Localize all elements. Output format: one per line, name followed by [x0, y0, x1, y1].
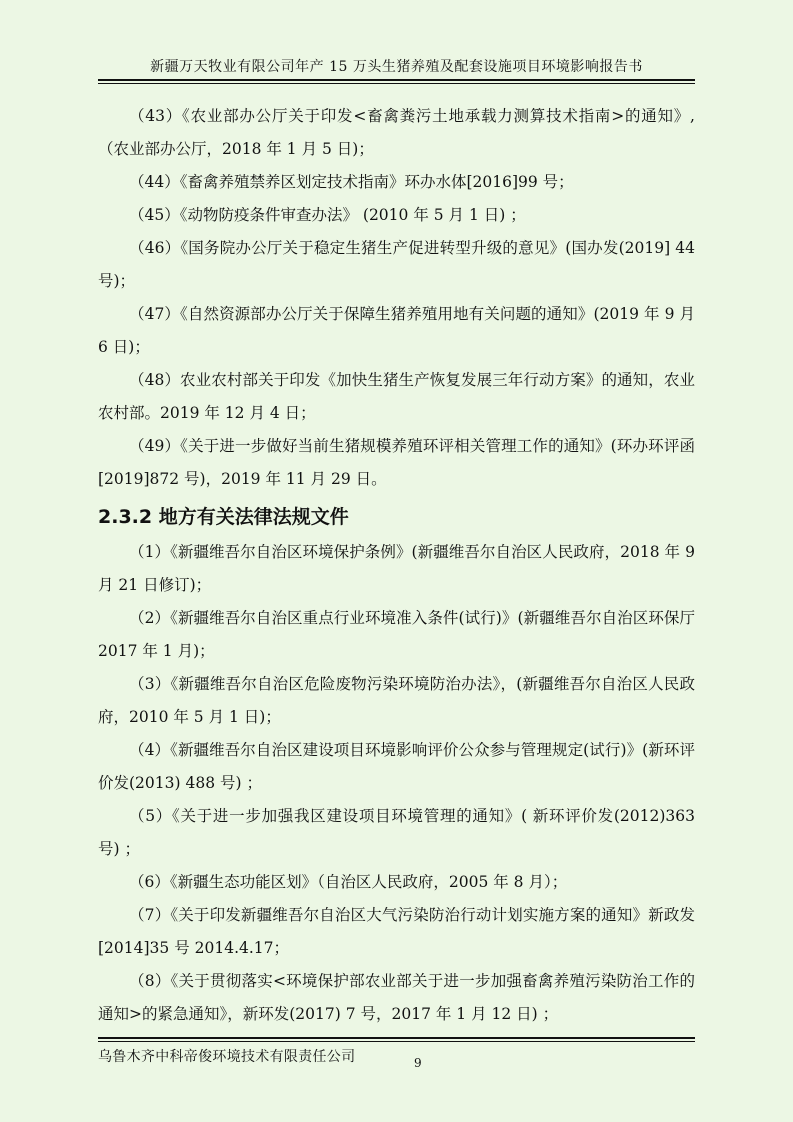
list-item: （5）《关于进一步加强我区建设项目环境管理的通知》( 新环评价发(2012)363 号) ；	[98, 807, 695, 858]
list-item: （6）《新疆生态功能区划》（自治区人民政府，2005 年 8 月）；	[129, 873, 568, 891]
section-heading: 2.3.2 地方有关法律法规文件	[98, 506, 349, 528]
list-item: （2）《新疆维吾尔自治区重点行业环境准入条件(试行)》(新疆维吾尔自治区环保厅 2017 年 1 月)；	[98, 609, 695, 660]
list-item: （7）《关于印发新疆维吾尔自治区大气污染防治行动计划实施方案的通知》新政发[2014]35 号 2014.4.17；	[98, 906, 695, 957]
footer-company: 乌鲁木齐中科帝俊环境技术有限责任公司	[98, 1049, 356, 1065]
list-item: （43）《农业部办公厅关于印发<畜禽粪污土地承载力测算技术指南>的通知》,（农业部办公厅，2018 年 1 月 5 日)；	[98, 107, 695, 158]
footer-rule	[98, 1037, 695, 1039]
list-item: （48）农业农村部关于印发《加快生猪生产恢复发展三年行动方案》的通知，农业农村部。2019 年 12 月 4 日；	[98, 371, 695, 422]
document-header: 新疆万天牧业有限公司年产 15 万头生猪养殖及配套设施项目环境影响报告书	[150, 59, 643, 75]
list-item: （49）《关于进一步做好当前生猪规模养殖环评相关管理工作的通知》(环办环评函[2019]872 号)，2019 年 11 月 29 日。	[98, 437, 695, 488]
header-rule	[98, 79, 695, 81]
list-item: （1）《新疆维吾尔自治区环境保护条例》(新疆维吾尔自治区人民政府，2018 年 9 月 21 日修订)；	[98, 543, 695, 594]
list-item: （47）《自然资源部办公厅关于保障生猪养殖用地有关问题的通知》(2019 年 9 月 6 日)；	[98, 305, 695, 356]
list-item: （4）《新疆维吾尔自治区建设项目环境影响评价公众参与管理规定(试行)》(新环评价发(2013) 488 号) ；	[98, 741, 695, 792]
footer-rule-thin	[98, 1041, 695, 1042]
document-body	[98, 100, 695, 1031]
list-item: （46）《国务院办公厅关于稳定生猪生产促进转型升级的意见》(国办发(2019] 44 号)；	[98, 239, 695, 290]
list-item: （45）《动物防疫条件审查办法》 (2010 年 5 月 1 日) ；	[129, 206, 526, 224]
list-item: （8）《关于贯彻落实<环境保护部农业部关于进一步加强畜禽养殖污染防治工作的通知>的紧急通知》，新环发(2017) 7 号，2017 年 1 月 12 日) ；	[98, 972, 695, 1023]
list-item: （44）《畜禽养殖禁养区划定技术指南》环办水体[2016]99 号；	[129, 173, 574, 191]
header-rule-thin	[98, 83, 695, 84]
page-number: 9	[414, 1056, 422, 1070]
list-item: （3）《新疆维吾尔自治区危险废物污染环境防治办法》，(新疆维吾尔自治区人民政府，2010 年 5 月 1 日)；	[98, 675, 695, 726]
